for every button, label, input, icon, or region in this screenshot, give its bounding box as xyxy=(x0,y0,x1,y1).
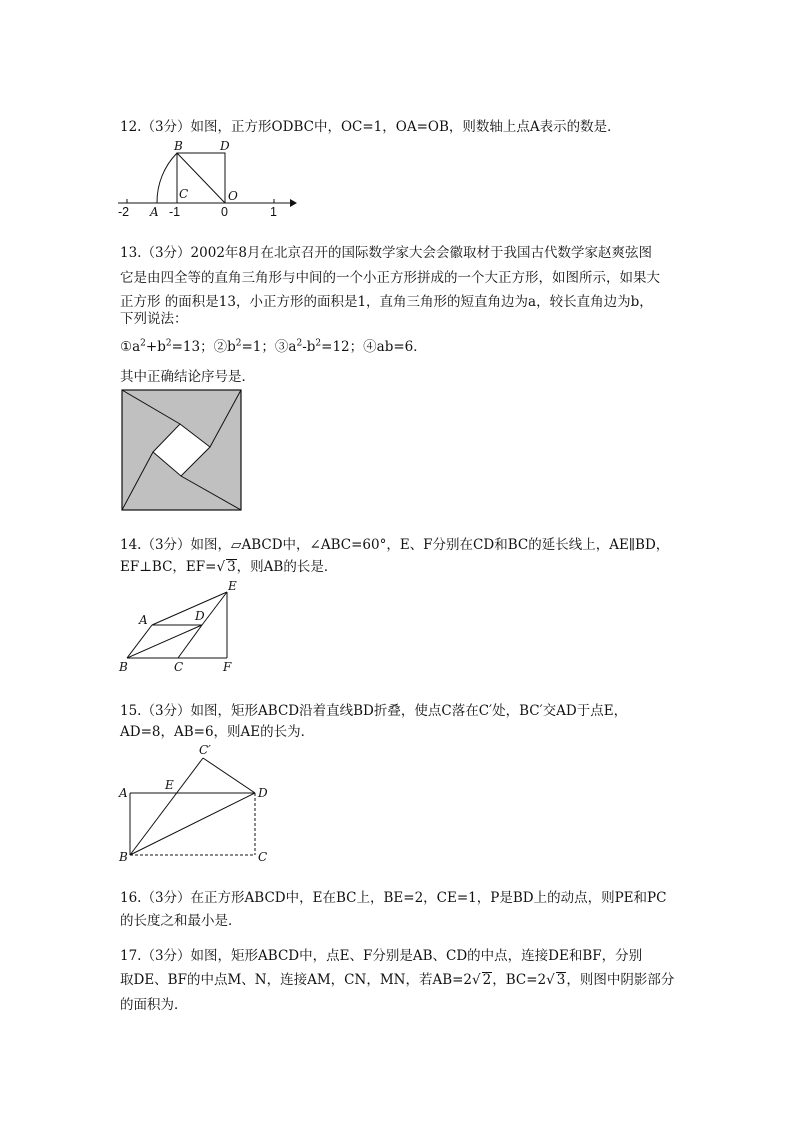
q13-option4: ④ab=6． xyxy=(363,339,427,355)
q12-label-A: A xyxy=(150,205,159,219)
q17-radicand-1: 2 xyxy=(482,972,492,988)
q13-option2: $②b^2=1$； xyxy=(213,338,275,355)
q17-text-line2: 取DE、BF的中点M、N，连接AM，CN，MN，若AB=2√ 2，BC=2√ 3，则图中阴影部分 xyxy=(120,972,675,988)
q13-text-line1: 13.（3分）2002年8月在北京召开的国际数学家大会会徽取材于我国古代数学家赵爽弦图 xyxy=(120,245,653,261)
q14-figure xyxy=(115,578,245,676)
q15-label-E: E xyxy=(165,778,174,792)
q17-text-line3: 的面积为． xyxy=(120,997,188,1013)
q16-text-line1: 16.（3分）在正方形ABCD中，E在BC上，BE=2，CE=1，P是BD上的动点，则PE和PC xyxy=(120,890,667,906)
q13-option1: $①a^2+b^2=13$； xyxy=(120,338,214,355)
q13-text-line2: 它是由四全等的直角三角形与中间的一个小正方形拼成的一个大正方形，如图所示，如果大 xyxy=(120,270,660,286)
q15-figure xyxy=(115,740,275,868)
q13-text-line6: 其中正确结论序号是． xyxy=(120,369,255,385)
q13-option3: $③a^2-b^2=12$； xyxy=(274,338,364,355)
q13-text-line3: 正方形 的面积是13，小正方形的面积是1，直角三角形的短直角边为a，较长直角边为b， xyxy=(120,294,653,310)
q12-tick-0: 0 xyxy=(221,205,228,219)
q14-label-C: C xyxy=(174,660,184,674)
q12-label-O: O xyxy=(228,189,238,203)
q12-label-D: D xyxy=(220,139,230,153)
q15-label-A: A xyxy=(119,786,128,800)
q14-label-B: B xyxy=(119,660,128,674)
q13-options xyxy=(120,338,427,356)
q15-label-Cprime: C′ xyxy=(199,743,211,757)
q15-label-B: B xyxy=(119,850,128,864)
q13-zhaoshuang-figure xyxy=(121,389,243,512)
q13-text-line4: 下列说法： xyxy=(120,311,188,327)
q14-label-A: A xyxy=(139,613,148,627)
q12-label-B: B xyxy=(174,139,183,153)
q15-label-C: C xyxy=(258,850,268,864)
q15-text-line1: 15.（3分）如图，矩形ABCD沿着直线BD折叠，使点C落在C′处，BC′交AD于点E， xyxy=(120,703,628,719)
q17-radicand-2: 3 xyxy=(556,972,566,988)
q12-tick-minus2: -2 xyxy=(118,205,130,219)
q14-text-line2: EF⊥BC，EF=√ 3，则AB的长是． xyxy=(120,559,338,575)
q14-radicand: 3 xyxy=(227,559,236,575)
q14-label-E: E xyxy=(228,579,237,593)
q12-figure xyxy=(112,136,297,221)
q14-label-D: D xyxy=(195,609,205,623)
q14-label-F: F xyxy=(223,660,232,674)
q12-label-C: C xyxy=(179,187,189,201)
q12-text-line1: 12.（3分）如图，正方形ODBC中，OC=1，OA=OB，则数轴上点A表示的数是． xyxy=(120,119,621,135)
q17-text-line1: 17.（3分）如图，矩形ABCD中，点E、F分别是AB、CD的中点，连接DE和BF，分别 xyxy=(120,948,643,964)
q16-text-line2: 的长度之和最小是． xyxy=(120,913,242,929)
q14-text-line1: 14.（3分）如图，▱ABCD中，∠ABC=60°，E、F分别在CD和BC的延长线上，AE∥BD， xyxy=(120,537,670,553)
q15-text-line2: AD=8，AB=6，则AE的长为． xyxy=(120,724,315,740)
q12-tick-1: 1 xyxy=(270,205,277,219)
q12-tick-minus1: -1 xyxy=(169,205,181,219)
q15-label-D: D xyxy=(258,786,268,800)
